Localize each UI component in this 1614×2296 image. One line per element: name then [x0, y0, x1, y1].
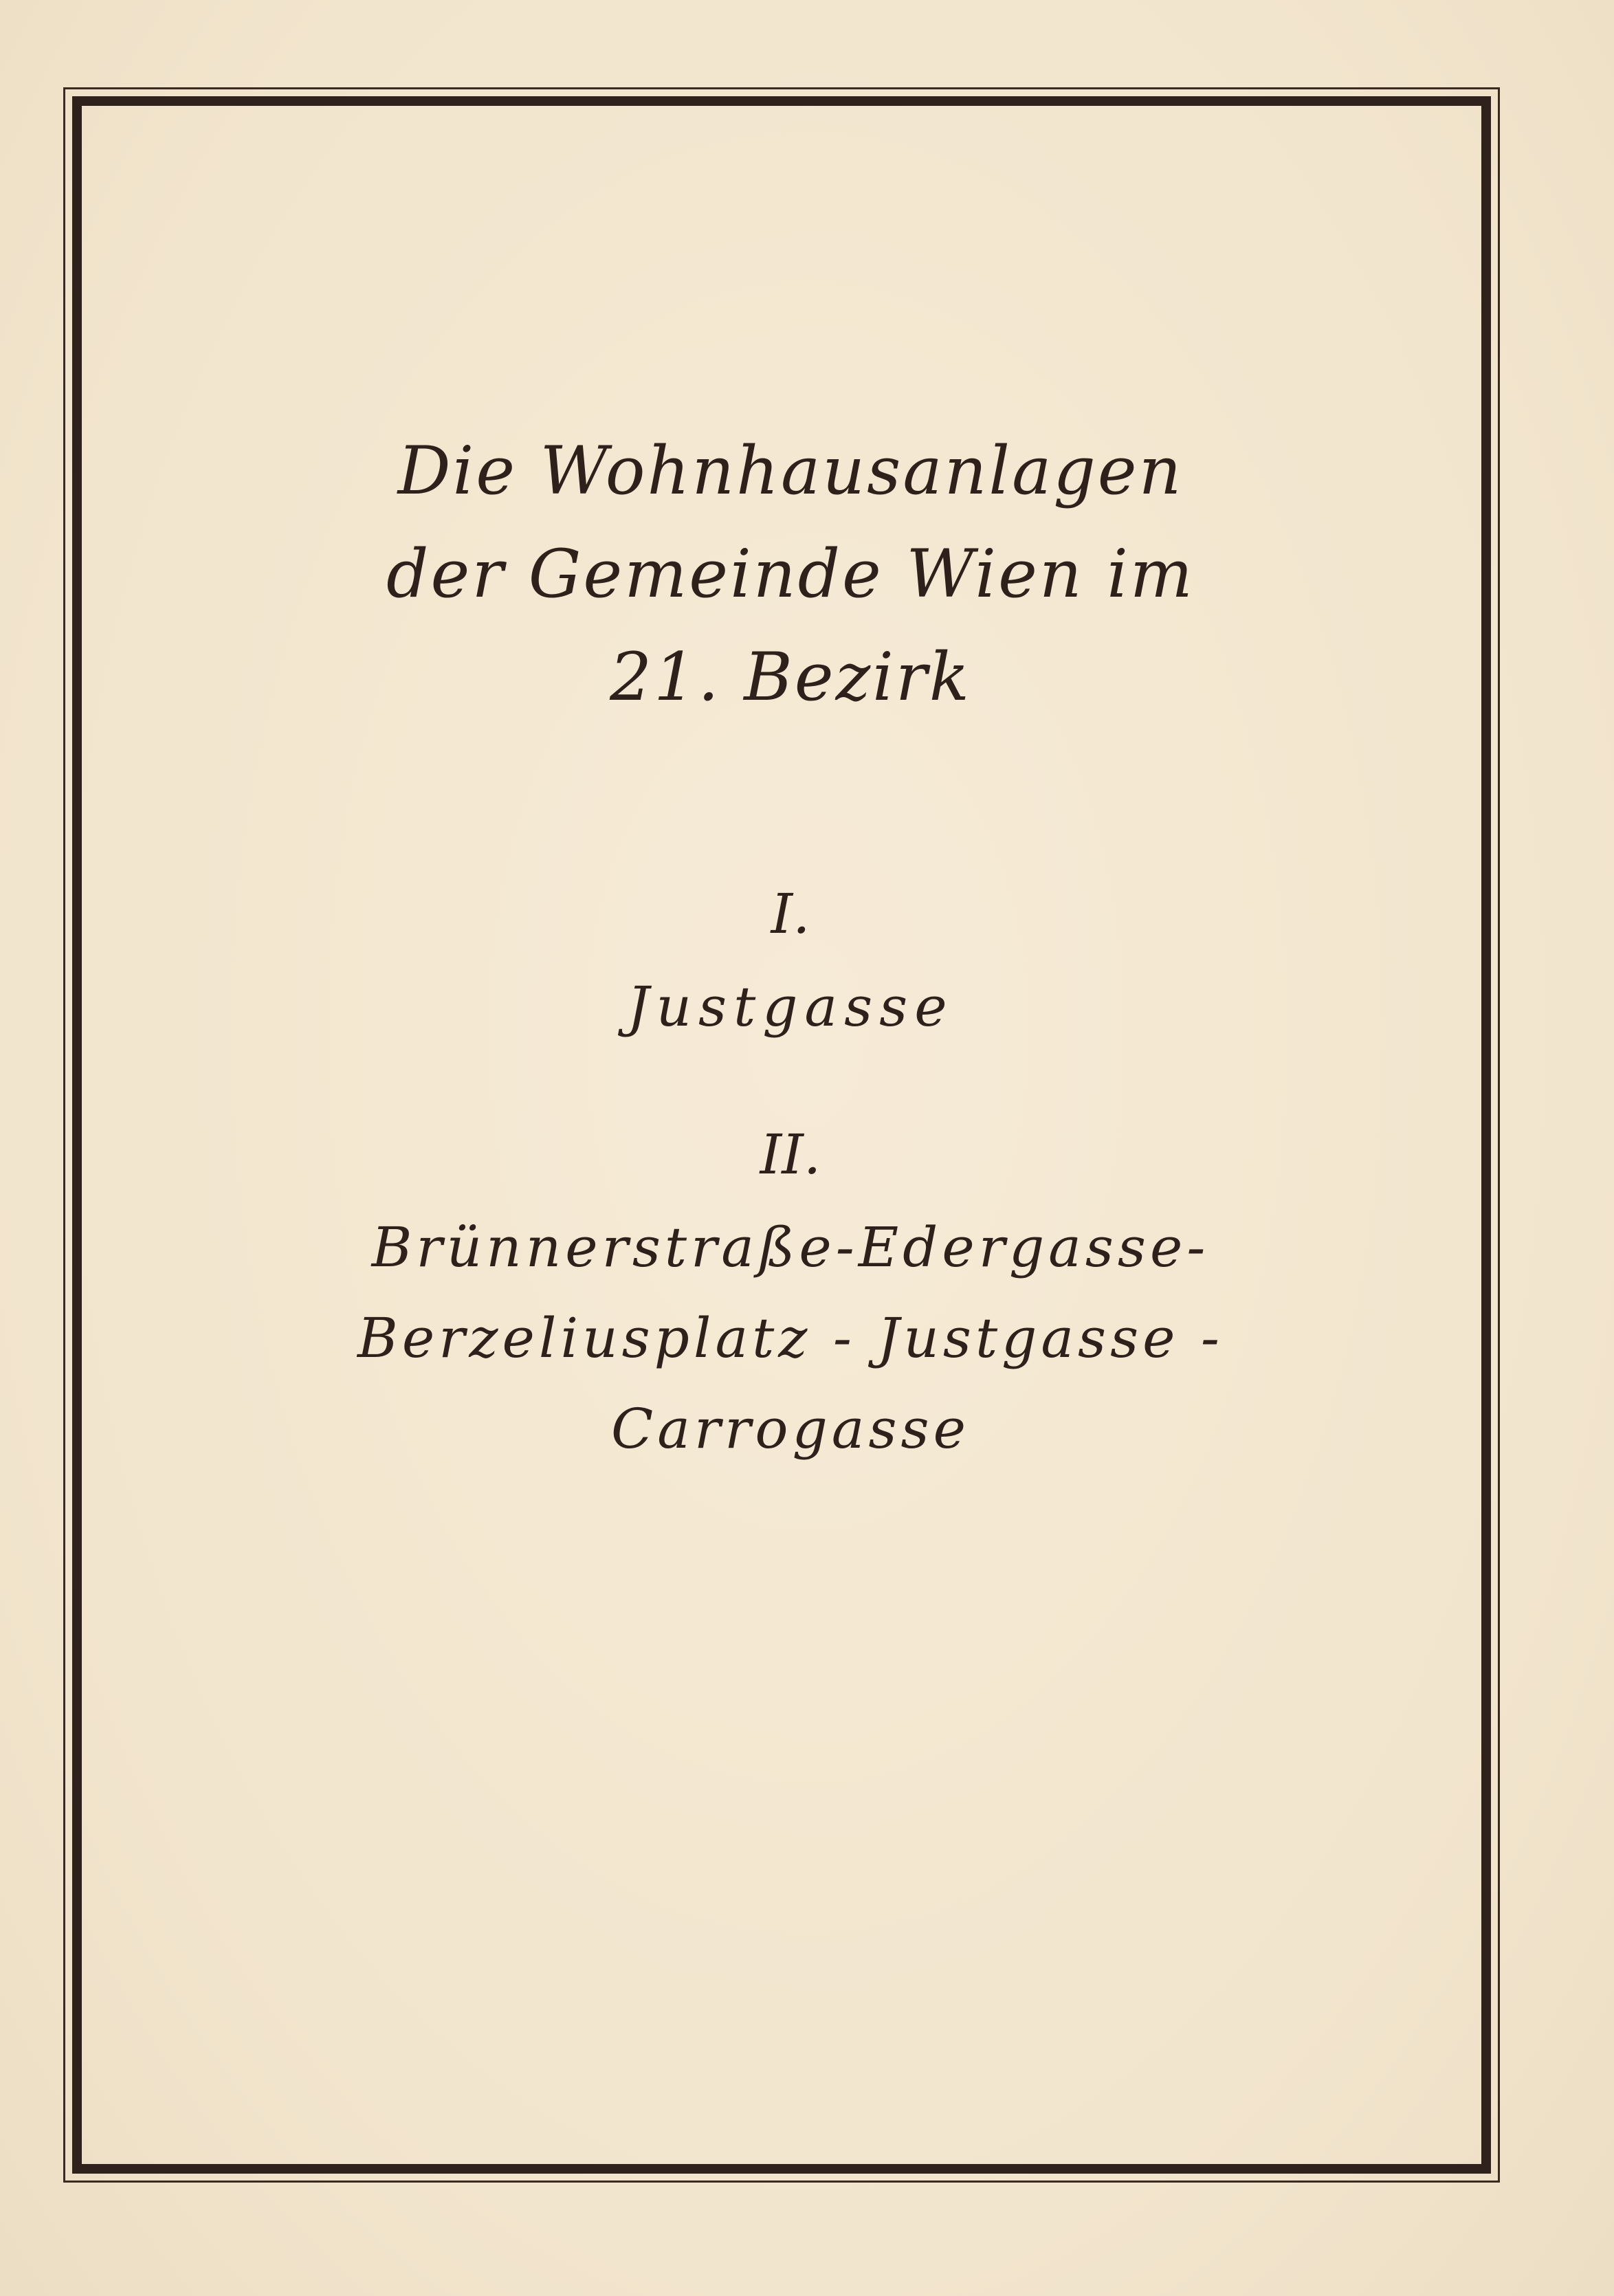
title-line-2: der Gemeinde Wien im [386, 536, 1195, 612]
section-2-line-1: Brünnerstraße-Edergasse- [371, 1215, 1210, 1279]
section-2 [206, 1117, 1375, 1475]
section-1-street: Justgasse [627, 975, 954, 1039]
section-2-numeral: II. [760, 1123, 821, 1186]
section-2-line-3: Carrogasse [611, 1397, 970, 1461]
title-line-3: 21. Bezirk [610, 639, 971, 716]
title-line-1: Die Wohnhausanlagen [397, 432, 1184, 509]
section-1-numeral: I. [771, 882, 810, 946]
title-block [206, 419, 1375, 729]
section-2-line-2: Berzeliusplatz - Justgasse - [357, 1306, 1224, 1370]
section-1 [206, 876, 1375, 1052]
